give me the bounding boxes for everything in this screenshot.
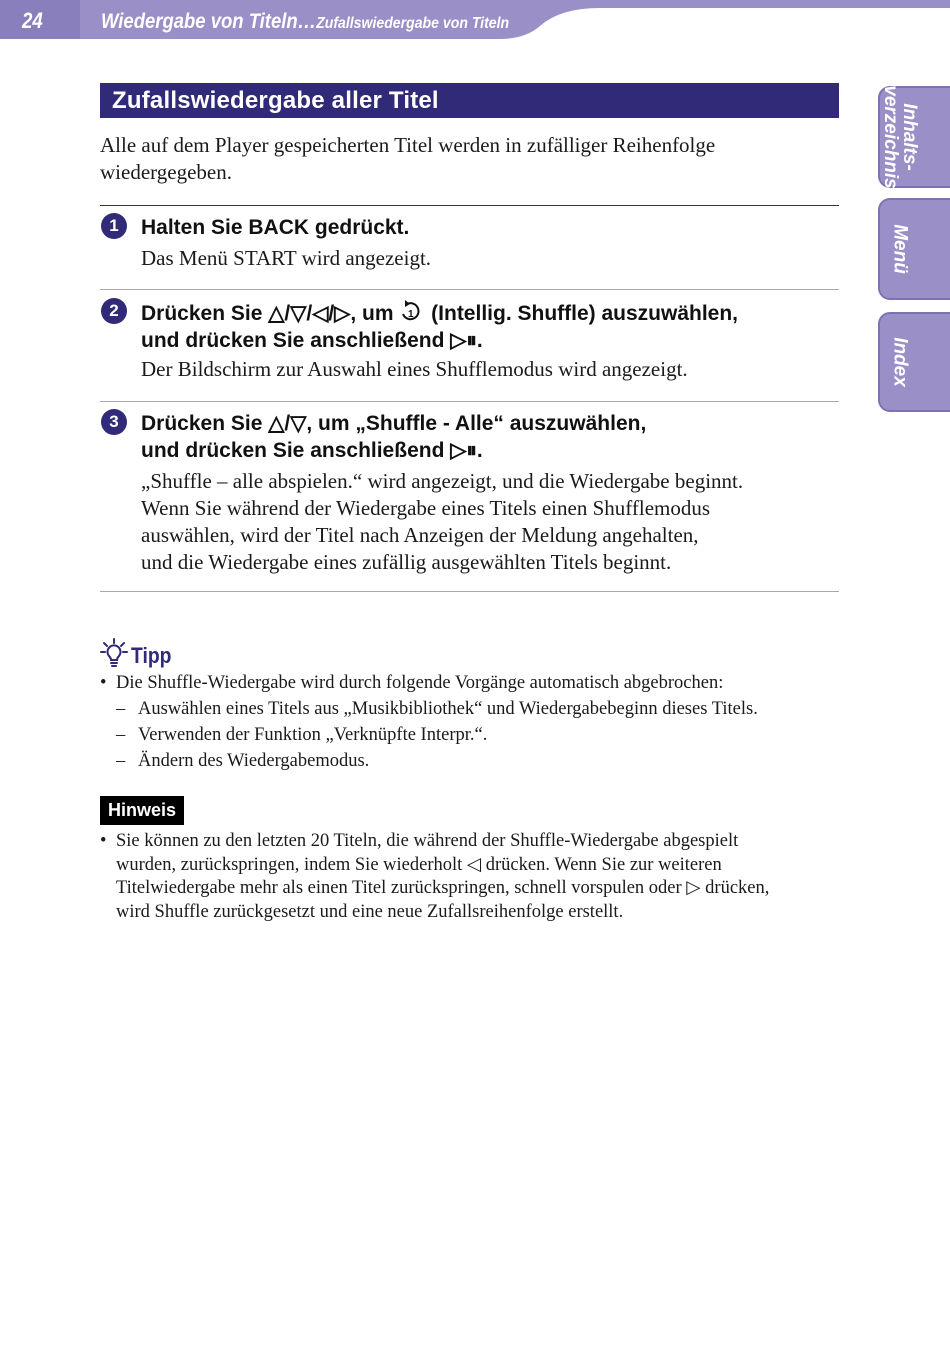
note-line: wurden, zurückspringen, indem Sie wiederholt ◁ drücken. Wenn Sie zur weiteren <box>116 854 722 875</box>
step-3-body-line: Wenn Sie während der Wiedergabe eines Titels einen Shufflemodus <box>141 496 711 520</box>
lightbulb-icon <box>100 638 128 668</box>
tip-dash-item: – Auswählen eines Titels aus „Musikbibliothek“ und Wiedergabebeginn dieses Titels. <box>100 696 845 722</box>
step-3-body-line: „Shuffle – alle abspielen.“ wird angezeigt, und die Wiedergabe beginnt. <box>141 469 744 493</box>
step-3-body-line: auswählen, wird der Titel nach Anzeigen der Meldung angehalten, <box>141 523 699 547</box>
breadcrumb-sub: Zufallswiedergabe von Titeln <box>316 15 510 32</box>
step-3-number: 3 <box>101 409 127 435</box>
step-3-heading-line1: Drücken Sie △/▽, um „Shuffle - Alle“ auszuwählen, <box>141 412 647 435</box>
breadcrumb <box>101 10 509 34</box>
tab-index[interactable] <box>878 312 950 412</box>
divider <box>100 205 839 206</box>
note-bullet <box>100 830 845 924</box>
step-3-body-line: und die Wiedergabe eines zufällig ausgewählten Titels beginnt. <box>141 550 672 574</box>
tip-list <box>100 670 845 774</box>
page-number: 24 <box>22 8 43 33</box>
step-2-body: Der Bildschirm zur Auswahl eines Shufflemodus wird angezeigt. <box>141 357 688 381</box>
section-intro: Alle auf dem Player gespeicherten Titel werden in zufälliger Reihenfolge wiedergegeben. <box>100 133 716 184</box>
tab-index-label: Index <box>889 337 911 387</box>
tip-dash-item: – Ändern des Wiedergabemodus. <box>100 748 845 774</box>
tab-menu-label: Menü <box>889 224 911 274</box>
divider <box>100 401 839 402</box>
step-1-heading: Halten Sie BACK gedrückt. <box>141 216 410 239</box>
intelligent-shuffle-icon <box>399 298 425 322</box>
page-header <box>0 0 950 40</box>
tab-toc-label: Inhalts- verzeichnis <box>880 85 920 189</box>
step-1-body: Das Menü START wird angezeigt. <box>141 246 432 270</box>
tab-menu[interactable] <box>878 198 950 300</box>
breadcrumb-main: Wiedergabe von Titeln… <box>101 10 317 33</box>
step-3-heading <box>141 410 841 464</box>
tab-table-of-contents[interactable] <box>878 86 950 188</box>
note-text <box>100 830 845 924</box>
divider <box>100 591 839 592</box>
step-2-heading-line2: und drücken Sie anschließend ▷⏸. <box>141 329 483 352</box>
step-2-heading <box>141 298 841 354</box>
note-line: Titelwiedergabe mehr als einen Titel zurückspringen, schnell vorspulen oder ▷ drücken, <box>116 878 770 898</box>
step-2-heading-pre: Drücken Sie △/▽/◁/▷, um <box>141 302 400 325</box>
tip-dash-item: – Verwenden der Funktion „Verknüpfte Interpr.“. <box>100 722 845 748</box>
tip-bullet: • Die Shuffle-Wiedergabe wird durch folgende Vorgänge automatisch abgebrochen: <box>100 670 845 696</box>
step-3-body <box>141 468 841 576</box>
note-label: Hinweis <box>100 796 184 825</box>
note-line: wird Shuffle zurückgesetzt und eine neue Zufallsreihenfolge erstellt. <box>116 901 624 922</box>
svg-text:1: 1 <box>408 309 414 320</box>
step-2-heading-post: (Intellig. Shuffle) auszuwählen, <box>425 302 739 325</box>
step-2-number: 2 <box>101 298 127 324</box>
section-title: Zufallswiedergabe aller Titel <box>100 83 839 118</box>
tip-label: Tipp <box>131 643 172 668</box>
step-3-heading-line2: und drücken Sie anschließend ▷⏸. <box>141 439 483 462</box>
divider <box>100 289 839 290</box>
step-1-number: 1 <box>101 213 127 239</box>
note-line: • Sie können zu den letzten 20 Titeln, die während der Shuffle-Wiedergabe abgespielt <box>116 831 739 851</box>
